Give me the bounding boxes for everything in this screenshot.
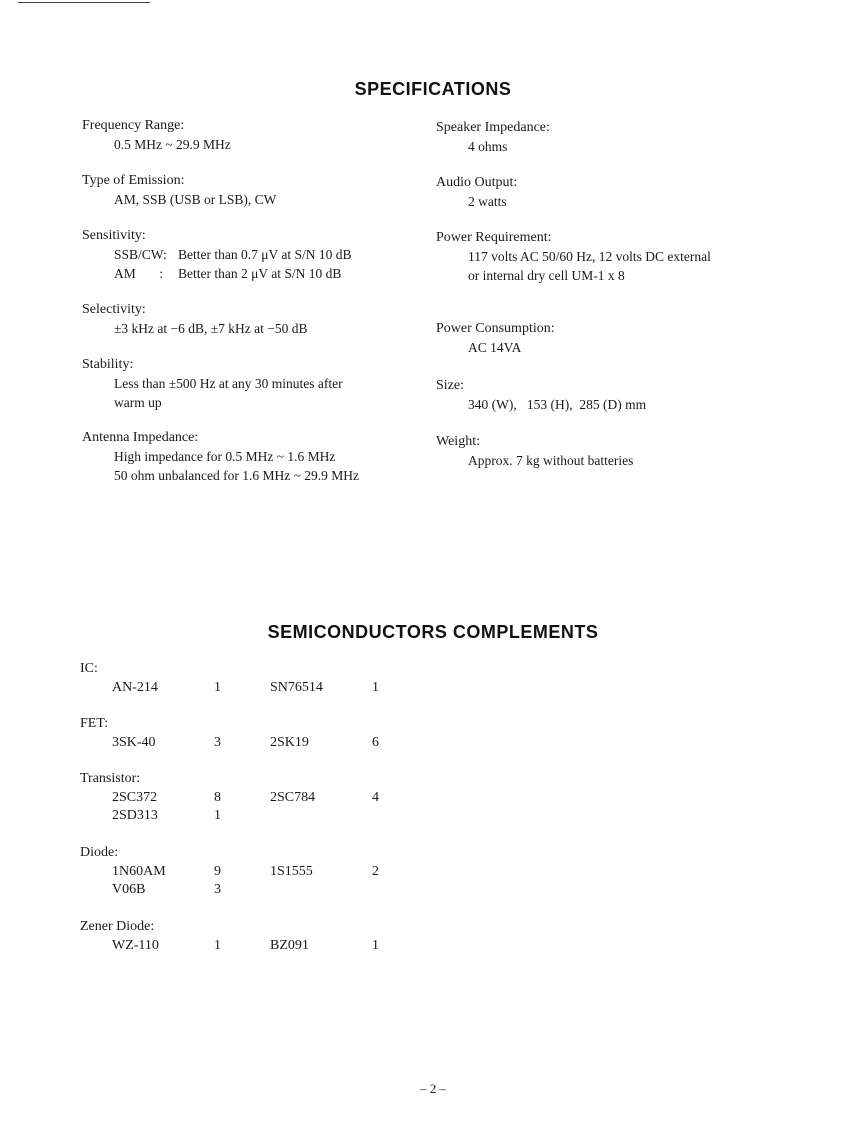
spec-label: Speaker Impedance:: [436, 120, 550, 135]
part-number: 2SD313: [112, 808, 158, 823]
spec-value: Approx. 7 kg without batteries: [468, 453, 634, 468]
spec-value: 50 ohm unbalanced for 1.6 MHz ~ 29.9 MHz: [114, 468, 360, 483]
part-quantity: 1: [214, 680, 221, 695]
spec-label: Type of Emission:: [82, 173, 185, 188]
spec-value: High impedance for 0.5 MHz ~ 1.6 MHz: [114, 449, 336, 464]
part-number: V06B: [112, 882, 146, 897]
specifications-title: SPECIFICATIONS: [354, 79, 512, 99]
spec-pair-key: SSB/CW:: [114, 247, 167, 262]
part-quantity: 3: [214, 882, 221, 897]
spec-label: Power Consumption:: [436, 321, 555, 336]
part-number: 2SK19: [270, 735, 309, 750]
spec-antenna-impedance: [82, 428, 359, 485]
spec-label: Size:: [436, 378, 464, 393]
spec-size: [436, 376, 646, 414]
part-quantity: 8: [214, 790, 221, 805]
part-number: 2SC784: [270, 790, 316, 805]
spec-pair: [82, 245, 351, 264]
spec-value: AC 14VA: [468, 340, 522, 355]
spec-selectivity: [82, 300, 308, 338]
part-number: 1N60AM: [112, 864, 166, 879]
part-number: SN76514: [270, 680, 323, 695]
part-quantity: 3: [214, 735, 221, 750]
category-diode: Diode:: [80, 845, 119, 860]
page-number: – 2 –: [420, 1081, 446, 1096]
spec-label: Stability:: [82, 357, 134, 372]
spec-label: Antenna Impedance:: [82, 430, 199, 445]
part-quantity: 1: [214, 808, 221, 823]
spec-speaker-impedance: [436, 118, 550, 156]
spec-label: Frequency Range:: [82, 118, 185, 133]
category-ic: IC:: [80, 661, 98, 676]
spec-value: warm up: [114, 395, 162, 410]
semiconductors-title: SEMICONDUCTORS COMPLEMENTS: [267, 622, 599, 642]
spec-type-of-emission: [82, 171, 276, 209]
spec-value: AM, SSB (USB or LSB), CW: [114, 192, 277, 207]
category-fet: FET:: [80, 716, 109, 731]
part-quantity: 1: [372, 938, 379, 953]
spec-value: 4 ohms: [468, 139, 508, 154]
spec-value: 2 watts: [468, 194, 507, 209]
part-quantity: 4: [372, 790, 379, 805]
part-quantity: 1: [214, 938, 221, 953]
part-quantity: 2: [372, 864, 379, 879]
spec-stability: [82, 355, 343, 412]
part-number: BZ091: [270, 938, 309, 953]
part-number: 2SC372: [112, 790, 158, 805]
category-transistor: Transistor:: [80, 771, 141, 786]
part-number: AN-214: [112, 680, 158, 695]
spec-sensitivity: [82, 226, 351, 283]
spec-audio-output: [436, 173, 517, 211]
spec-label: Sensitivity:: [82, 228, 146, 243]
spec-value: Less than ±500 Hz at any 30 minutes after: [114, 376, 343, 391]
spec-pair-value: Better than 0.7 μV at S/N 10 dB: [178, 247, 352, 262]
part-number: WZ-110: [112, 938, 159, 953]
part-number: 3SK-40: [112, 735, 156, 750]
spec-label: Power Requirement:: [436, 230, 552, 245]
part-quantity: 6: [372, 735, 379, 750]
part-quantity: 9: [214, 864, 221, 879]
spec-value: 0.5 MHz ~ 29.9 MHz: [114, 137, 231, 152]
spec-pair-value: Better than 2 μV at S/N 10 dB: [178, 266, 342, 281]
spec-value: or internal dry cell UM-1 x 8: [468, 268, 625, 283]
spec-value: 340 (W), 153 (H), 285 (D) mm: [468, 397, 647, 412]
spec-value: ±3 kHz at −6 dB, ±7 kHz at −50 dB: [114, 321, 308, 336]
spec-pair-key: AM :: [114, 266, 164, 281]
spec-label: Selectivity:: [82, 302, 146, 317]
part-quantity: 1: [372, 680, 379, 695]
part-number: 1S1555: [270, 864, 313, 879]
spec-pair: [82, 264, 351, 283]
spec-label: Weight:: [436, 434, 480, 449]
spec-value: 117 volts AC 50/60 Hz, 12 volts DC external: [468, 249, 711, 264]
spec-label: Audio Output:: [436, 175, 518, 190]
category-zener-diode: Zener Diode:: [80, 919, 155, 934]
top-rule: [18, 2, 150, 3]
spec-power-requirement: [436, 228, 711, 285]
spec-frequency-range: [82, 116, 231, 154]
spec-weight: [436, 432, 633, 470]
spec-power-consumption: [436, 319, 555, 357]
